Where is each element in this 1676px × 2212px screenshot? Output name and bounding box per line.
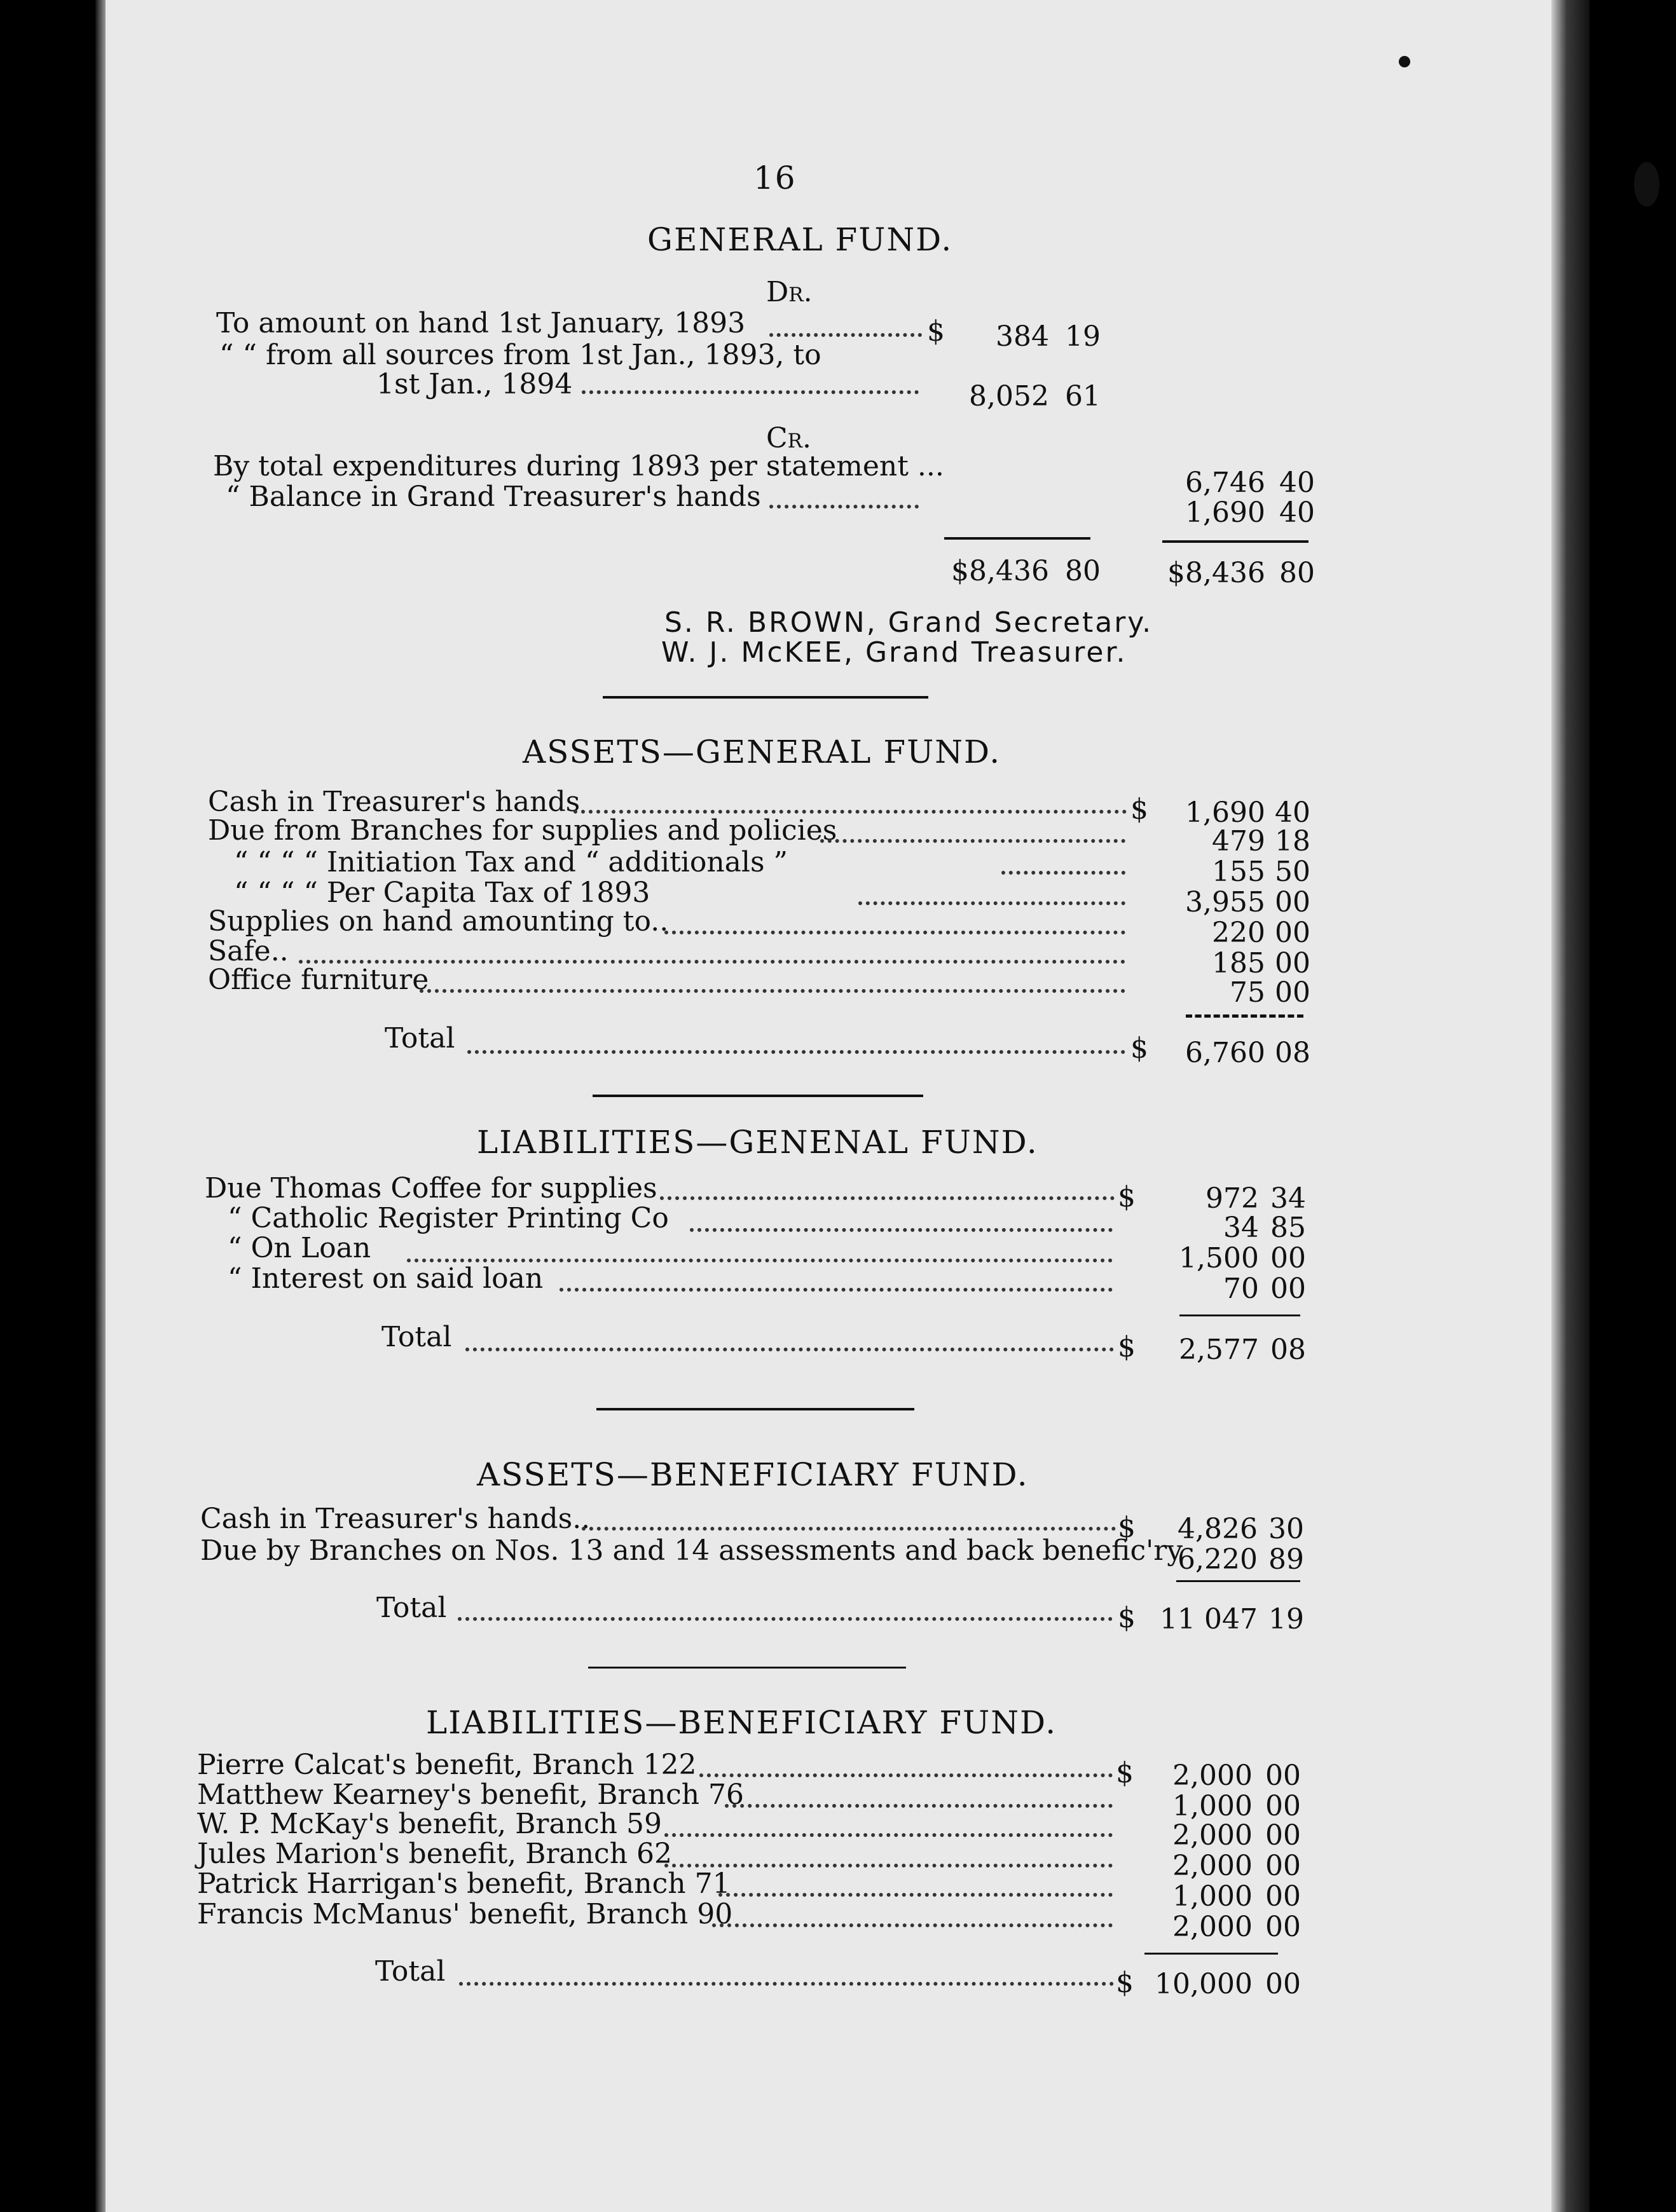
cr-line-1-amount: 6,746: [1185, 467, 1265, 499]
ag-total-cents: 08: [1275, 1037, 1310, 1069]
leader-dots: [664, 928, 1125, 934]
leader-dots: [725, 1801, 1113, 1808]
sum-rule-dr: [944, 537, 1090, 540]
leader-dots: [467, 1048, 1125, 1054]
lg-row-3-text: “ On Loan: [228, 1232, 371, 1264]
dr-line-3-cents: 61: [1065, 380, 1101, 413]
lg-row-1-text: Due Thomas Coffee for supplies: [205, 1172, 657, 1205]
lg-total-sign: $: [1118, 1331, 1136, 1363]
ag-row-1-text: Cash in Treasurer's hands: [208, 786, 580, 818]
section-divider: [593, 1095, 923, 1097]
lb-row-1-dollars: 2,000: [1172, 1759, 1253, 1792]
lb-row-5-dollars: 1,000: [1172, 1880, 1253, 1913]
ag-row-2-dollars: 479: [1212, 825, 1265, 857]
ag-row-3-cents: 50: [1275, 856, 1310, 888]
lb-row-5-text: Patrick Harrigan's benefit, Branch 71: [197, 1867, 731, 1900]
ag-row-1-sign: $: [1130, 793, 1148, 826]
dr-line-3-text: 1st Jan., 1894: [376, 368, 573, 400]
leader-dots: [858, 899, 1125, 905]
lb-row-2-dollars: 1,000: [1172, 1790, 1253, 1822]
total-dr-cents: 80: [1065, 555, 1101, 587]
lg-row-2-dollars: 34: [1223, 1212, 1259, 1244]
leader-dots: [690, 1225, 1113, 1232]
ink-speck: [1399, 56, 1410, 67]
ag-row-1-dollars: 1,690: [1185, 796, 1265, 829]
lg-total-dollars: 2,577: [1179, 1334, 1259, 1366]
lg-row-3-dollars: 1,500: [1179, 1242, 1259, 1274]
leader-dots: [660, 1194, 1115, 1200]
ag-row-7-text: Office furniture: [208, 964, 429, 996]
page-number: 16: [753, 160, 797, 196]
ink-blot: [1634, 162, 1659, 207]
sum-rule: [1176, 1580, 1300, 1582]
leader-dots: [459, 1979, 1114, 1986]
cr-line-2-text: “ Balance in Grand Treasurer's hands: [226, 481, 761, 513]
leader-dots: [420, 987, 1125, 993]
ab-row-1-dollars: 4,826: [1178, 1513, 1258, 1545]
sum-rule: [1179, 1314, 1300, 1316]
ag-row-5-dollars: 220: [1212, 917, 1265, 949]
lg-row-4-cents: 00: [1270, 1273, 1306, 1305]
ab-row-1-sign: $: [1118, 1512, 1136, 1544]
cr-line-1-text: By total expenditures during 1893 per statement ...: [213, 450, 944, 482]
lb-row-3-dollars: 2,000: [1172, 1819, 1253, 1852]
lb-total-cents: 00: [1265, 1968, 1301, 2000]
sum-rule: [1144, 1953, 1278, 1955]
lb-row-3-cents: 00: [1265, 1819, 1301, 1852]
ab-total-dollars: 11 047: [1160, 1603, 1258, 1635]
ab-total-sign: $: [1118, 1602, 1136, 1634]
leader-dots: [582, 1524, 1116, 1531]
ag-row-5-cents: 00: [1275, 917, 1310, 949]
lb-row-6-cents: 00: [1265, 1911, 1301, 1943]
assets-general-heading: ASSETS—GENERAL FUND.: [523, 734, 1001, 770]
ag-row-2-text: Due from Branches for supplies and policies: [208, 814, 837, 847]
lg-total-label: Total: [381, 1321, 452, 1353]
lb-row-4-text: Jules Marion's benefit, Branch 62: [197, 1838, 673, 1870]
leader-dots: [820, 836, 1125, 843]
signature-secretary: S. R. BROWN, Grand Secretary.: [664, 606, 1153, 639]
section-divider: [596, 1408, 914, 1410]
leader-dots: [560, 1285, 1113, 1292]
lg-row-4-dollars: 70: [1223, 1273, 1259, 1305]
ag-row-4-text: “ “ “ “ Per Capita Tax of 1893: [234, 877, 650, 909]
ag-row-2-cents: 18: [1275, 825, 1310, 857]
total-cr-dollars: $8,436: [1167, 557, 1265, 589]
liabilities-general-heading: LIABILITIES—GENENAL FUND.: [477, 1124, 1038, 1161]
ag-total-sign: $: [1130, 1032, 1148, 1065]
ag-row-7-dollars: 75: [1230, 976, 1265, 1009]
lg-row-3-cents: 00: [1270, 1242, 1306, 1274]
ab-row-1-text: Cash in Treasurer's hands..: [200, 1503, 591, 1535]
leader-dots: [718, 1890, 1113, 1897]
dr-label: Dr.: [766, 276, 813, 308]
lb-total-label: Total: [375, 1955, 446, 1988]
ag-row-5-text: Supplies on hand amounting to..: [208, 905, 669, 938]
leader-dots: [458, 1615, 1113, 1621]
lg-row-4-text: “ Interest on said loan: [228, 1262, 544, 1295]
lb-row-3-text: W. P. McKay's benefit, Branch 59: [197, 1808, 662, 1840]
leader-dots: [407, 1256, 1113, 1262]
dr-line-3-dollars: 8,052: [969, 380, 1049, 413]
lg-row-2-cents: 85: [1270, 1212, 1306, 1244]
total-cr-cents: 80: [1279, 557, 1315, 589]
cr-label: Cr.: [766, 422, 811, 454]
ag-total-label: Total: [385, 1022, 455, 1055]
ag-row-4-cents: 00: [1275, 886, 1310, 918]
leader-dots: [699, 1771, 1113, 1777]
lg-total-cents: 08: [1270, 1334, 1306, 1366]
leader-dots: [664, 1831, 1113, 1837]
lb-row-6-dollars: 2,000: [1172, 1911, 1253, 1943]
cr-line-2-amount: 1,690: [1185, 496, 1265, 529]
assets-beneficiary-heading: ASSETS—BENEFICIARY FUND.: [477, 1456, 1029, 1493]
ag-row-1-cents: 40: [1275, 796, 1310, 829]
leader-dots: [664, 1861, 1113, 1867]
lg-row-1-sign: $: [1118, 1181, 1136, 1213]
dr-line-1-dollars: 384: [996, 320, 1049, 353]
lb-row-4-cents: 00: [1265, 1850, 1301, 1882]
leader-dots: [769, 331, 922, 337]
lb-row-6-text: Francis McManus' benefit, Branch 90: [197, 1898, 733, 1930]
leader-dots: [582, 388, 919, 394]
leader-dots: [1001, 868, 1125, 875]
left-page-edge: [95, 0, 106, 2212]
dr-line-2-text: “ “ from all sources from 1st Jan., 1893, to: [219, 339, 821, 371]
lb-row-4-dollars: 2,000: [1172, 1850, 1253, 1882]
dash-rule: [1186, 1012, 1303, 1018]
leader-dots: [712, 1921, 1113, 1927]
ag-row-3-dollars: 155: [1212, 856, 1265, 888]
ag-row-6-cents: 00: [1275, 947, 1310, 980]
section-divider: [588, 1667, 906, 1669]
ab-total-label: Total: [376, 1592, 447, 1624]
lb-row-1-sign: $: [1116, 1757, 1134, 1789]
ab-row-2-cents: 89: [1268, 1543, 1304, 1576]
dr-line-1-cents: 19: [1065, 320, 1101, 353]
ab-row-1-cents: 30: [1268, 1513, 1304, 1545]
lb-row-5-cents: 00: [1265, 1880, 1301, 1913]
lg-row-1-dollars: 972: [1205, 1182, 1259, 1215]
ag-row-6-dollars: 185: [1212, 947, 1265, 980]
ag-total-dollars: 6,760: [1185, 1037, 1265, 1069]
ag-row-6-text: Safe..: [208, 935, 289, 967]
dr-line-1-text: To amount on hand 1st January, 1893: [216, 307, 746, 339]
ag-row-7-cents: 00: [1275, 976, 1310, 1009]
total-dr-dollars: $8,436: [951, 555, 1049, 587]
leader-dots: [574, 807, 1127, 814]
lb-row-2-text: Matthew Kearney's benefit, Branch 76: [197, 1778, 745, 1811]
lb-row-1-cents: 00: [1265, 1759, 1301, 1792]
lg-row-1-cents: 34: [1270, 1182, 1306, 1215]
signature-treasurer: W. J. McKEE, Grand Treasurer.: [661, 636, 1127, 669]
right-page-edge: [1551, 0, 1590, 2212]
leader-dots: [299, 957, 1125, 964]
ag-row-3-text: “ “ “ “ Initiation Tax and “ additionals ”: [234, 846, 788, 878]
cr-line-2-cents: 40: [1279, 496, 1315, 529]
ab-row-2-text: Due by Branches on Nos. 13 and 14 assessments and back benefic'ry: [200, 1534, 1183, 1567]
lb-row-1-text: Pierre Calcat's benefit, Branch 122: [197, 1749, 697, 1781]
ab-row-2-dollars: 6,220: [1178, 1543, 1258, 1576]
sum-rule-cr: [1162, 540, 1309, 543]
section-divider: [603, 696, 928, 699]
ag-row-4-dollars: 3,955: [1185, 886, 1265, 918]
lg-row-2-text: “ Catholic Register Printing Co: [228, 1202, 669, 1234]
general-fund-heading: GENERAL FUND.: [647, 221, 953, 258]
liabilities-beneficiary-heading: LIABILITIES—BENEFICIARY FUND.: [426, 1704, 1057, 1741]
lb-total-sign: $: [1116, 1967, 1134, 1999]
leader-dots: [769, 502, 919, 509]
leader-dots: [465, 1345, 1114, 1351]
ab-total-cents: 19: [1268, 1603, 1304, 1635]
cr-line-1-cents: 40: [1279, 467, 1315, 499]
lb-total-dollars: 10,000: [1155, 1968, 1253, 2000]
lb-row-2-cents: 00: [1265, 1790, 1301, 1822]
dr-line-1-sign: $: [927, 315, 945, 348]
